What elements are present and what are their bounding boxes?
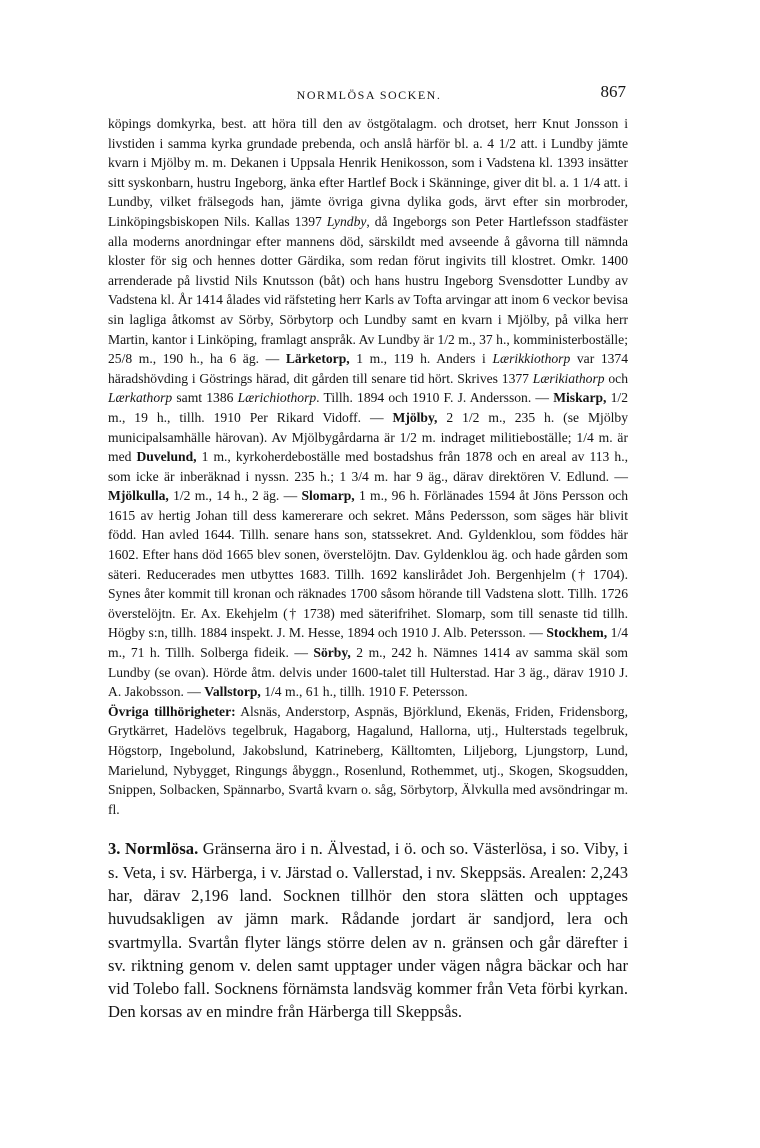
text-run: 3/4 [351,468,369,484]
text-run: Alsnäs, Anderstorp, Aspnäs, Björklund, Ekenäs, Friden, Fridensborg, Grytkärret, Hadelövs tegelbruk, Hagaborg, Hagalund, Hallorna, utj., Hulterstads tegelbruk, Högstorp, Ingebolund, Jakobslund, Katrineberg, Källtomten, Liljeborg, Ljungstorp, Lund, Marielund, Nybygget, Ringungs åbyggn., Rosenlund, Rothemmet, utj., Skogen, Skogsudden, Snippen, Solbacken, Spännarbo, Svartå kvarn o. såg, Sörbytorp, Älvkulla med avsöndringar m. fl. [108,703,628,817]
text-run: 1/4 [610,625,629,641]
parish-holdings-section [108,114,628,819]
italic-text-run: Lyndby [326,213,367,229]
text-run: 1 m., 96 h. Förlänades 1594 åt Jöns Persson och 1615 av hertig Johan till dess kamererare och sekret. Måns Pedersson, som säges här blivit född. Han avled 1644. Tillh. senare hans son, statssekret. And. Gyldenklou, som föddes här 1602. Efter hans död 1665 blev sonen, överstelöjtn. Dav. Gyldenklou äg. och hade gården som säteri. Reducerades men utbyttes 1683. Tillh. 1692 kanslirådet Joh. Bergenhjelm († 1704). Synes åter kommit till kronan och räknades 1700 såsom hörande till Vadstena slott. Tillh. 1726 överstelöjtn. Er. Ax. Ekehjelm († 1738) med säterifrihet. Slomarp, som till senaste tid tillh. Högby s:n, tillh. 1884 inspekt. J. M. Hesse, 1894 och 1910 J. Alb. Petersson. — [108,488,628,641]
italic-text-run: Lærikiathorp [532,370,605,386]
text-run: att. i Lundby, vilket frälsegods han, jämte övriga givna dylika gods, ärvt efter sin morbroder, Linköpingsbiskopen Nils. Kallas 1397 [108,174,629,229]
bold-text-run: Mjölkulla, [108,488,169,504]
normlosa-paragraph [108,837,628,1023]
text-run: m. indraget militieboställe; [416,429,577,445]
italic-text-run: Lærichiothorp [237,390,317,406]
text-run: m., 37 h., komministerboställe; 2 [108,331,628,367]
text-run: 1/2 [173,488,191,504]
text-run: 1/2 [498,135,517,151]
text-run: 1/2 [610,390,628,406]
bold-text-run: Mjölby, [392,409,438,425]
text-run: 2 m., 242 h. Nämnes 1414 av samma skäl som Lundby (se ovan). Hörde åtm. delvis under 1600-talet till Hulterstad. Har 3 äg., därav 1910 J. A. Jakobsson. — [108,645,628,700]
text-run: m. är med [108,429,628,465]
bold-text-run: Miskarp, [553,390,607,406]
text-run: 1 m., kyrkoherdeboställe med bostadshus från 1878 och en areal av 113 h., som icke är inberäknad i nyssn. 235 h.; 1 [108,449,628,484]
text-run: 1/4 [582,174,601,190]
text-run: 1/4 [576,429,594,445]
text-run: köpings domkyrka, best. att höra till den av östgötalagm. och drotset, herr Knut Jonsson i livstiden i samma kyrka grundade prebenda, och anslå härför bl. a. 4 [108,116,628,151]
other-holdings-paragraph [108,702,628,820]
text-run: 1/2 [462,409,480,425]
text-run: 1/2 [399,429,417,445]
text-run: 1 m., 119 h. Anders i [349,351,493,367]
bold-text-run: Lärketorp, [285,351,350,367]
bold-text-run: Slomarp, [301,488,355,504]
bold-text-run: Övriga tillhörigheter: [108,703,236,719]
text-run: m., 190 h., ha 6 äg. — [132,351,286,367]
italic-text-run: Lærikkiothorp [492,351,571,367]
italic-text-run: Lærkathorp [108,390,173,406]
text-run: m., 61 h., tillh. 1910 F. Petersson. [281,684,468,700]
page-body [108,114,628,1024]
estates-paragraph [108,114,628,702]
page-header [112,82,626,106]
text-run: . Tillh. 1894 och 1910 F. J. Andersson. — [316,390,554,406]
text-run: m., 14 h., 2 äg. — [190,488,302,504]
text-run: 1/2 [437,331,455,347]
normlosa-section [108,837,628,1023]
running-title: NORMLÖSA SOCKEN. [296,88,442,102]
text-run: , då Ingeborgs son Peter Hartlefsson stadfäster alla moderns anordningar efter mannens död, särskildt med avseende å gåvorna till nämnda kloster för sig och hennes dotter Gärdika, som redan förut ingivits till klostret. Omkr. 1400 arrenderade på livstid Nils Knutsson (båt) och hans hustru Ingeborg Svensdotter Lundby av Vadstena kl. År 1414 ålades vid räfsteting herr Karls av Tofta arvingar att inom 6 veckor bevisa sin lagliga åtkomst av Sörby, Sörbytorp och Lundby samt en kvarn i Mjölby, på vilka herr Martin, kantor i Linköping, framlagt anspråk. Av Lundby är [108,213,628,347]
text-run: och [604,370,629,386]
text-run: 2 [437,409,463,425]
page-number: 867 [600,82,626,101]
text-run: samt 1386 [172,390,238,406]
text-run: m., 19 h., tillh. 1910 Per Rikard Vidoff. — [108,409,393,425]
bold-text-run: Duvelund, [136,449,197,465]
bold-text-run: Vallstorp, [204,684,261,700]
text-run: 5/8 [114,351,133,367]
text-run: m., 235 h. (se Mjölby municipalsamhälle härovan). Av Mjölbygårdarna är [108,409,628,445]
text-run: 1/4 [264,684,282,700]
text-run: Gränserna äro i n. Älvestad, i ö. och so. Västerlösa, i so. Viby, i s. Veta, i sv. Härberga, i v. Järstad o. Vallerstad, i nv. Skeppsäs. Arealen: 2,243 har, därav 2,196 land. Socknen tillhör den stora slätten och upptages huvudsakligen av jämn mark. Rådande jordart är sandjord, lera och svartmylla. Svartån flyter längs större delen av n. gränsen och går därefter i sv. riktning genom v. delen samt upptager under vägen några bäckar och har vid Tolebo fall. Socknens förnämsta landsväg kommer från Veta förbi kyrkan. Den korsas av en mindre från Härberga till Skeppsås. [108,839,628,1022]
text-run: m. har 9 äg., därav direktören V. Edlund. — [368,468,628,484]
bold-text-run: Sörby, [313,645,351,661]
bold-text-run: Stockhem, [546,625,608,641]
text-run: att. i Lundby jämte kvarn i Mjölby m. m. Dekanen i Uppsala Henrik Henikosson, som i Vadstena kl. 1393 insätter sitt syskonbarn, hustru Ingeborg, änka efter Hartlef Bock i Skänninge, giver dit bl. a. 1 [108,135,628,190]
text-run: var 1374 häradshövding i Göstrings härad, dit gården till senare tid hört. Skrives 1377 [108,351,629,386]
text-run: m., 71 h. Tillh. Solberga fideik. — [108,645,314,661]
bold-text-run: 3. Normlösa. [108,839,199,859]
